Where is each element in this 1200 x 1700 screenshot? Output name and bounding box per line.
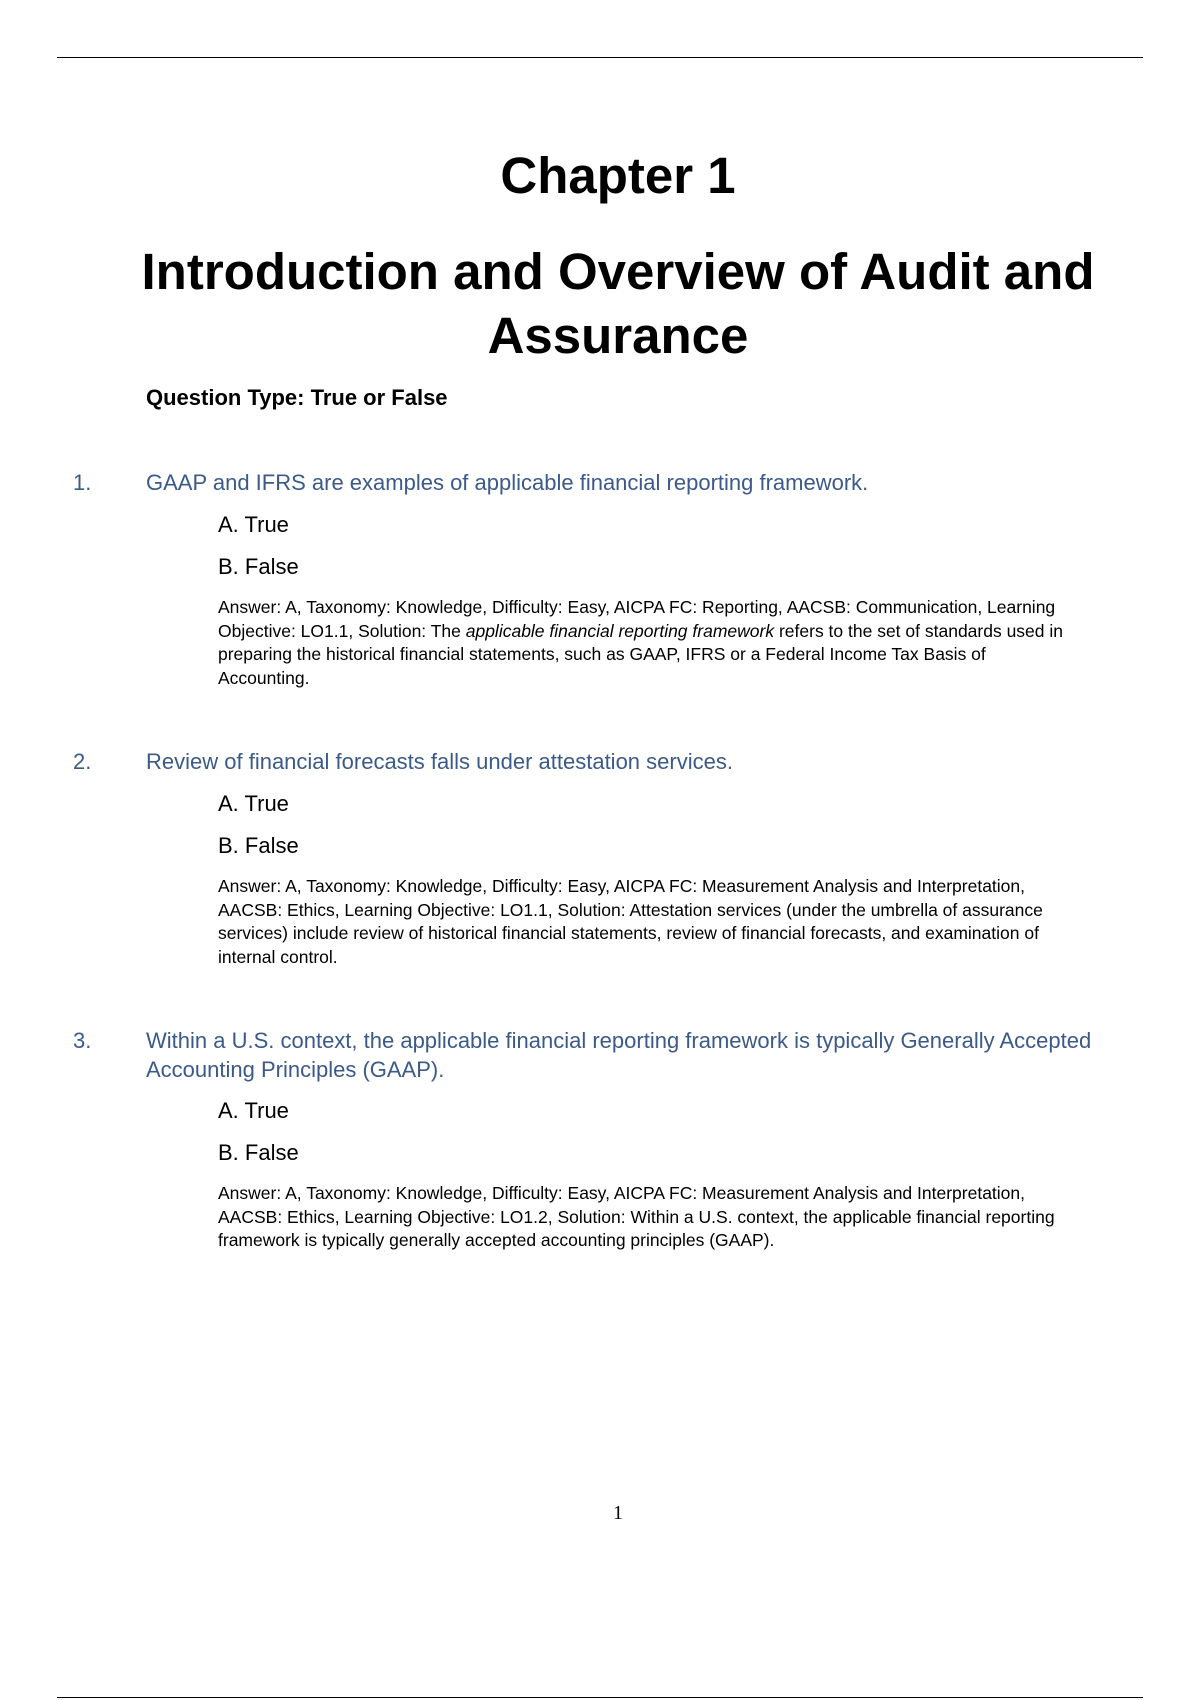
answer-explanation: Answer: A, Taxonomy: Knowledge, Difficulty: Easy, AICPA FC: Measurement Analysis and Interpretation, AACSB: Ethics, Learning Objective: LO1.2, Solution: Within a U.S. context, the applicable financial reporting framework is typically generally accepted accounting principles (GAAP). <box>218 1183 1055 1250</box>
question-type-label: Question Type: True or False <box>146 385 448 410</box>
chapter-heading: Chapter 1 <box>500 147 736 204</box>
option-b: B. False <box>218 1140 299 1165</box>
question-number: 1. <box>73 470 92 495</box>
answer-explanation <box>218 596 1078 690</box>
answer-text-end: refers to the set of standards used in preparing the historical financial statements, such as GAAP, IFRS or a Federal Income Tax Basis of Accounting. <box>218 620 1064 688</box>
page-number: 1 <box>613 1502 623 1524</box>
question-number: 2. <box>73 749 92 774</box>
answer-text-italic: applicable financial reporting framework <box>465 620 775 641</box>
option-a: A. True <box>218 512 289 537</box>
answer-explanation: Answer: A, Taxonomy: Knowledge, Difficulty: Easy, AICPA FC: Measurement Analysis and Interpretation, AACSB: Ethics, Learning Objective: LO1.1, Solution: Attestation services (under the umbrella of assurance services) include review of historical financial statements, review of financial forecasts, and examination of internal control. <box>218 876 1043 967</box>
answer-text-start: Answer: A, Taxonomy: Knowledge, Difficulty: Easy, AICPA FC: Reporting, AACSB: Communication, Learning Objective: LO1.1, Solution: The <box>218 597 1056 641</box>
top-rule <box>57 57 1143 58</box>
option-b: B. False <box>218 833 299 858</box>
bottom-rule <box>57 1697 1143 1698</box>
question-text: Review of financial forecasts falls under attestation services. <box>146 749 733 774</box>
question-text: GAAP and IFRS are examples of applicable financial reporting framework. <box>146 470 869 495</box>
option-b: B. False <box>218 554 299 579</box>
option-a: A. True <box>218 1098 289 1123</box>
chapter-title: Introduction and Overview of Audit and Assurance <box>141 243 1095 364</box>
question-text: Within a U.S. context, the applicable financial reporting framework is typically Generally Accepted Accounting Principles (GAAP). <box>146 1028 1092 1082</box>
option-a: A. True <box>218 791 289 816</box>
question-number: 3. <box>73 1028 92 1053</box>
